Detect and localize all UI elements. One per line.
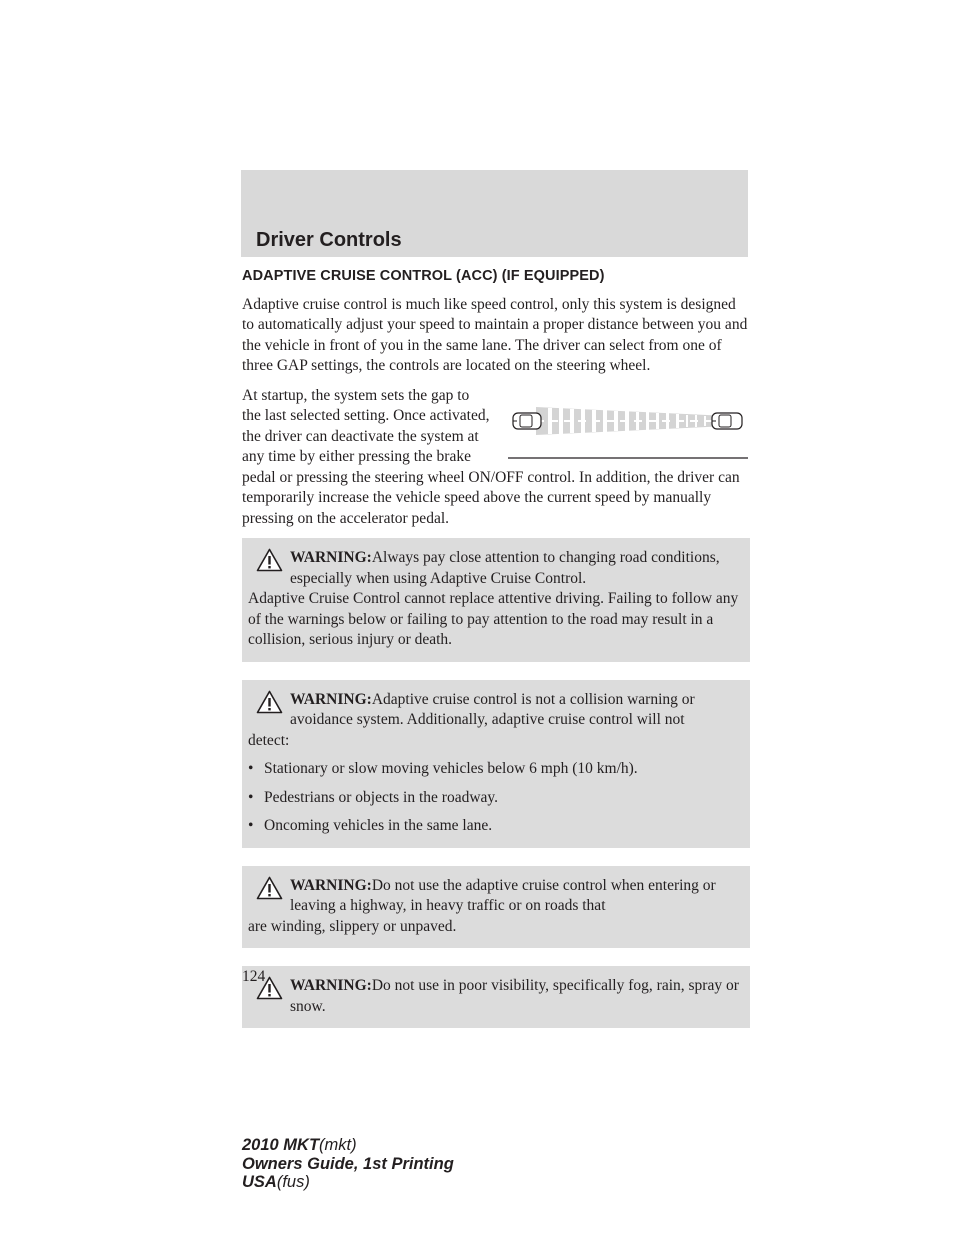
main-content [242,266,750,1046]
warning-box-4 [242,966,750,1028]
warning-label: WARNING: [290,690,372,708]
bullet-glyph: • [248,760,254,777]
footer-market-code: (fus) [276,1173,310,1191]
footer-market: USA [242,1173,277,1191]
bullet-glyph: • [248,788,254,806]
warning-text-first: Always pay close attention to changing road conditions, especially when using Adaptive Cruise Control. [290,549,720,587]
warning-text-rest: Adaptive Cruise Control cannot replace attentive driving. Failing to follow any of the warnings below or failing to pay attention to the road may result in a collision, serious injury or death. [248,590,739,648]
warning-triangle-icon [256,876,283,900]
warning-box-1 [242,538,750,662]
list-item: • Oncoming vehicles in the same lane. [248,816,740,837]
warning-text-first: Do not use the adaptive cruise control when entering or leaving a highway, in heavy traffic or on roads that [290,876,716,914]
warning-text-first: Do not use in poor visibility, specifically fog, rain, spray or snow. [290,977,739,1015]
section-heading: ADAPTIVE CRUISE CONTROL (ACC) (IF EQUIPPED) [242,268,605,284]
list-item: • Stationary or slow moving vehicles below 6 mph (10 km/h). [248,759,740,780]
list-item: • Pedestrians or objects in the roadway. [248,788,740,809]
warning-bullet-list [248,759,740,837]
footer-model-code: (mkt) [319,1136,357,1154]
intro-paragraph: Adaptive cruise control is much like speed control, only this system is designed to automatically adjust your speed to maintain a proper distance between you and the vehicle in front of you in the same lane. The driver can select from one of three GAP settings, the controls are located on the steering wheel. [242,295,748,374]
warning-triangle-icon [256,548,283,572]
page-number: 124 [242,968,266,985]
warning-box-3 [242,866,750,949]
warning-text-rest: detect: [248,731,290,749]
bullet-glyph: • [248,817,254,834]
warning-label: WARNING: [290,977,372,994]
print-footer [242,1136,454,1192]
warning-text-rest: are winding, slippery or unpaved. [248,917,457,935]
startup-paragraph: At startup, the system sets the gap to the last selected setting. Once activated, the driver can deactivate the system at any time by either pressing the brake pedal or pressing the steering wheel ON/OFF control. In addition, the driver can temporarily increase the vehicle speed above the current speed by manually pressing on the accelerator pedal. [242,386,740,527]
warning-text-first: Adaptive cruise control is not a collision warning or avoidance system. Additionally, adaptive cruise control will not [290,690,695,728]
footer-model: 2010 MKT [242,1136,320,1154]
warning-triangle-icon [256,690,283,714]
warning-box-2 [242,680,750,848]
warning-label: WARNING: [290,876,372,894]
acc-gap-diagram [508,389,748,459]
footer-guide: Owners Guide, 1st Printing [242,1154,454,1173]
page-header-title: Driver Controls [256,229,402,251]
warning-label: WARNING: [290,549,372,566]
